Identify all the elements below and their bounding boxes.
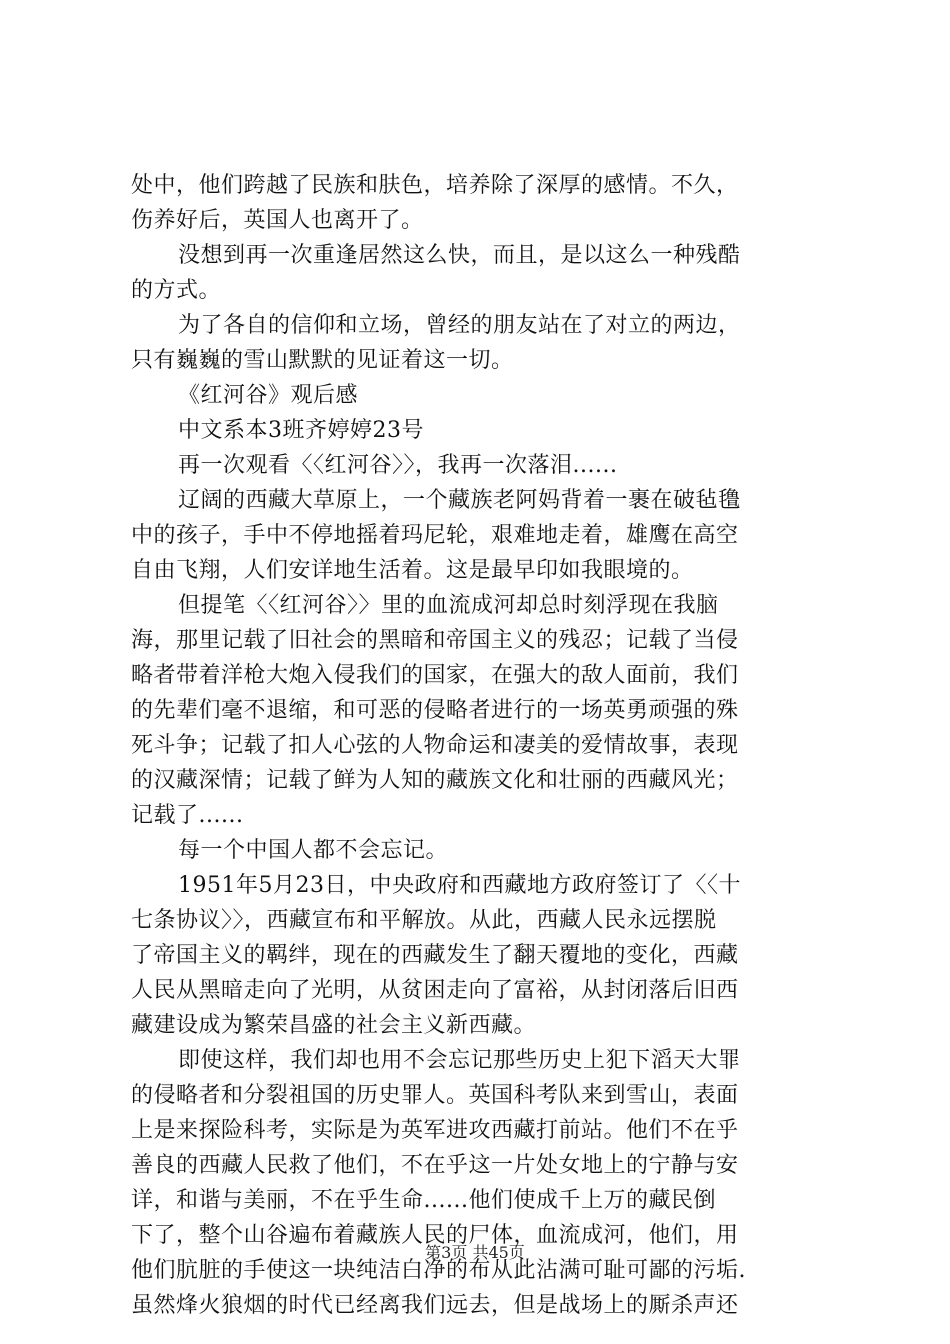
text-line: 中文系本3班齐婷婷23号 bbox=[178, 418, 424, 443]
text-line: 死斗争；记载了扣人心弦的人物命运和凄美的爱情故事，表现 bbox=[131, 733, 739, 758]
text-line: 人民从黑暗走向了光明，从贫困走向了富裕，从封闭落后旧西 bbox=[131, 978, 739, 1003]
text-line: 虽然烽火狼烟的时代已经离我们远去，但是战场上的厮杀声还 bbox=[131, 1293, 739, 1318]
text-line: 上是来探险科考，实际是为英军进攻西藏打前站。他们不在乎 bbox=[131, 1118, 739, 1143]
text-line: 自由飞翔，人们安详地生活着。这是最早印如我眼境的。 bbox=[131, 558, 694, 583]
text-line: 他们肮脏的手使这一块纯洁白净的布从此沾满可耻可鄙的污垢. bbox=[131, 1258, 746, 1283]
text-line: 七条协议〉〉，西藏宣布和平解放。从此，西藏人民永远摆脱 bbox=[131, 908, 717, 933]
text-line: 海，那里记载了旧社会的黑暗和帝国主义的残忍；记载了当侵 bbox=[131, 628, 739, 653]
text-line: 善良的西藏人民救了他们，不在乎这一片处女地上的宁静与安 bbox=[131, 1153, 739, 1178]
page-footer: 第3页 共45页 bbox=[425, 1243, 525, 1262]
text-line: 下了，整个山谷遍布着藏族人民的尸体，血流成河，他们，用 bbox=[131, 1223, 739, 1248]
text-line: 了帝国主义的羁绊，现在的西藏发生了翻天覆地的变化，西藏 bbox=[131, 943, 739, 968]
text-line: 伤养好后，英国人也离开了。 bbox=[131, 208, 424, 233]
text-line: 即使这样，我们却也用不会忘记那些历史上犯下滔天大罪 bbox=[178, 1048, 741, 1073]
text-line: 的先辈们毫不退缩，和可恶的侵略者进行的一场英勇顽强的殊 bbox=[131, 698, 739, 723]
text-line: 的汉藏深情；记载了鲜为人知的藏族文化和壮丽的西藏风光； bbox=[131, 768, 739, 793]
text-line: 略者带着洋枪大炮入侵我们的国家，在强大的敌人面前，我们 bbox=[131, 663, 739, 688]
text-line: 只有巍巍的雪山默默的见证着这一切。 bbox=[131, 348, 514, 373]
text-line: 辽阔的西藏大草原上，一个藏族老阿妈背着一裹在破毡氇 bbox=[178, 488, 741, 513]
text-line: 《红河谷》观后感 bbox=[178, 383, 359, 408]
text-line: 再一次观看〈〈红河谷〉〉，我再一次落泪...... bbox=[178, 453, 618, 478]
text-line: 为了各自的信仰和立场，曾经的朋友站在了对立的两边， bbox=[178, 313, 741, 338]
text-line: 但提笔〈〈红河谷〉〉里的血流成河却总时刻浮现在我脑 bbox=[178, 593, 719, 618]
document-body bbox=[131, 168, 831, 1323]
text-line: 没想到再一次重逢居然这么快，而且，是以这么一种残酷 bbox=[178, 243, 741, 268]
text-line: 处中，他们跨越了民族和肤色，培养除了深厚的感情。不久， bbox=[131, 173, 739, 198]
text-line: 的侵略者和分裂祖国的历史罪人。英国科考队来到雪山，表面 bbox=[131, 1083, 739, 1108]
text-line: 记载了...... bbox=[131, 803, 244, 828]
text-line: 藏建设成为繁荣昌盛的社会主义新西藏。 bbox=[131, 1013, 537, 1038]
text-line: 每一个中国人都不会忘记。 bbox=[178, 838, 449, 863]
text-line: 1951年5月23日，中央政府和西藏地方政府签订了〈〈十 bbox=[178, 873, 741, 898]
text-line: 的方式。 bbox=[131, 278, 222, 303]
text-line: 详，和谐与美丽，不在乎生命......他们使成千上万的藏民倒 bbox=[131, 1188, 716, 1213]
text-line: 中的孩子，手中不停地摇着玛尼轮，艰难地走着，雄鹰在高空 bbox=[131, 523, 739, 548]
